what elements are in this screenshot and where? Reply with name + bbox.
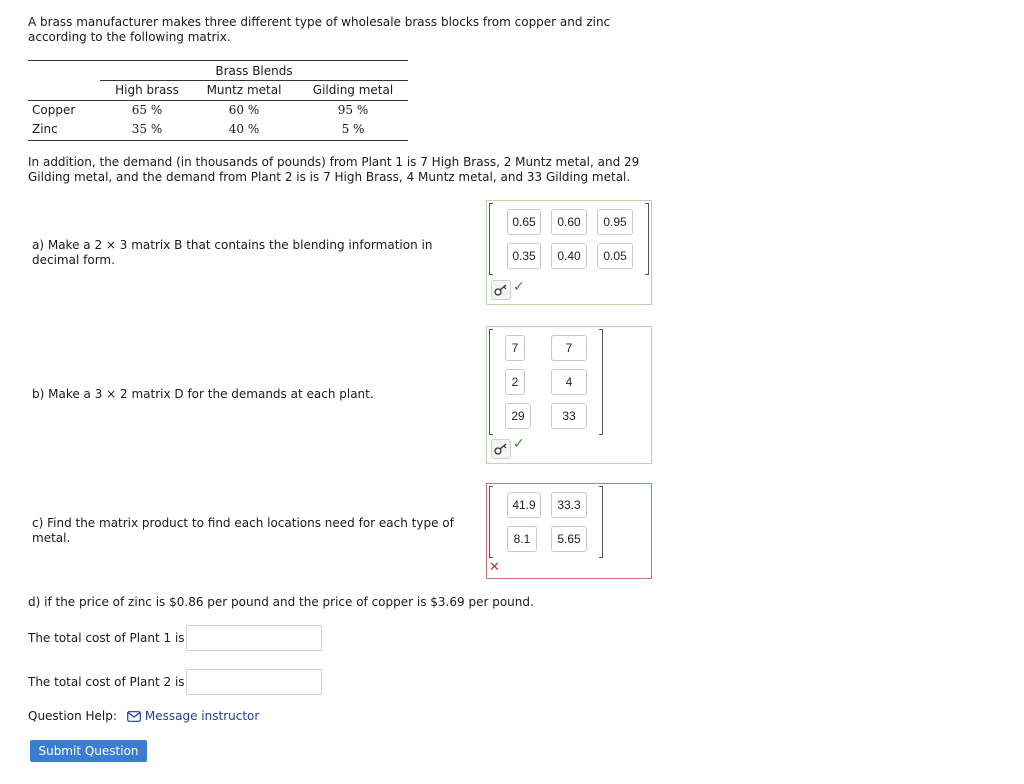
plant2-cost-input[interactable] (186, 669, 322, 695)
table-rule (28, 140, 408, 141)
matrix-bracket-left (489, 203, 493, 275)
part-c-question: c) Find the matrix product to find each locations need for each type of metal. (32, 516, 454, 545)
matrix-b-cell[interactable]: 0.05 (597, 243, 633, 269)
submit-question-button[interactable]: Submit Question (30, 740, 147, 762)
matrix-bracket-left (489, 329, 493, 435)
part-d-question: d) if the price of zinc is $0.86 per pound and the price of copper is $3.69 per pound. (28, 595, 534, 609)
table-cell: 65 % (131, 103, 163, 117)
plant1-cost-input[interactable] (186, 625, 322, 651)
column-header: Muntz metal (206, 83, 282, 97)
demand-description: In addition, the demand (in thousands of pounds) from Plant 1 is 7 High Brass, 2 Muntz metal, and 29 Gilding metal, and the demand from Plant 2 is is 7 High Brass, 4 Muntz metal, and 33 Gilding metal. (28, 155, 640, 184)
matrix-d-cell[interactable]: 4 (551, 369, 587, 395)
key-icon[interactable] (491, 439, 511, 459)
row-label: Copper (32, 103, 76, 117)
matrix-bracket-left (489, 486, 493, 558)
message-instructor-text: Message instructor (144, 709, 260, 723)
column-header: High brass (115, 83, 179, 97)
matrix-bracket-right (645, 203, 649, 275)
product-matrix-cell[interactable]: 8.1 (507, 526, 537, 552)
table-cell: 5 % (341, 122, 365, 136)
matrix-d-cell[interactable]: 2 (505, 369, 525, 395)
table-rule (28, 60, 408, 61)
product-matrix-cell[interactable]: 33.3 (551, 492, 587, 518)
table-cell: 40 % (228, 122, 260, 136)
table-cell: 35 % (131, 122, 163, 136)
table-rule (28, 100, 408, 101)
plant2-cost-label: The total cost of Plant 2 is (28, 675, 185, 689)
matrix-d-cell[interactable]: 29 (505, 403, 531, 429)
incorrect-x-icon: ✕ (489, 560, 500, 575)
product-matrix-cell[interactable]: 5.65 (551, 526, 587, 552)
matrix-d-cell[interactable]: 7 (505, 335, 525, 361)
matrix-bracket-right (599, 486, 603, 558)
check-icon: ✓ (513, 279, 525, 295)
row-label: Zinc (32, 122, 58, 136)
question-help-label: Question Help: (28, 709, 117, 723)
question-help (28, 709, 259, 723)
matrix-d-cell[interactable]: 33 (551, 403, 587, 429)
matrix-b-cell[interactable]: 0.60 (551, 209, 587, 235)
matrix-b-cell[interactable]: 0.95 (597, 209, 633, 235)
matrix-b-cell[interactable]: 0.65 (507, 209, 541, 235)
message-instructor-link[interactable] (127, 709, 259, 723)
check-icon: ✓ (513, 436, 525, 452)
part-b-answer-box (486, 326, 652, 464)
plant1-cost-label: The total cost of Plant 1 is (28, 631, 185, 645)
table-cell: 95 % (337, 103, 369, 117)
product-matrix-cell[interactable]: 41.9 (507, 492, 541, 518)
matrix-b-cell[interactable]: 0.35 (507, 243, 541, 269)
mail-icon (127, 711, 141, 722)
table-cell: 60 % (228, 103, 260, 117)
matrix-bracket-right (599, 329, 603, 435)
column-header: Gilding metal (312, 83, 394, 97)
matrix-b-cell[interactable]: 0.40 (551, 243, 587, 269)
part-b-question: b) Make a 3 × 2 matrix D for the demands at each plant. (32, 387, 374, 401)
problem-intro: A brass manufacturer makes three different type of wholesale brass blocks from copper and zinc according to the following matrix. (28, 15, 611, 44)
part-a-question: a) Make a 2 × 3 matrix B that contains the blending information in decimal form. (32, 238, 433, 267)
table-group-header: Brass Blends (215, 64, 293, 78)
matrix-d-cell[interactable]: 7 (551, 335, 587, 361)
table-rule (100, 80, 408, 81)
part-a-answer-box (486, 200, 652, 305)
key-icon[interactable] (491, 280, 511, 300)
part-c-answer-box (486, 483, 652, 579)
